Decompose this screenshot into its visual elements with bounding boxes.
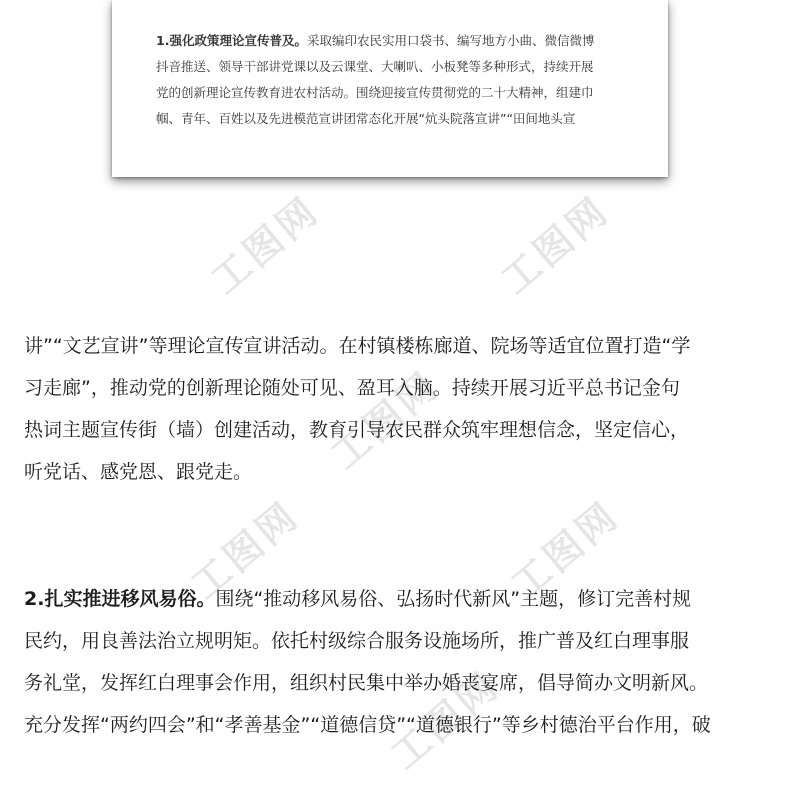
card-line-3: 党的创新理论宣传教育进农村活动。围绕迎接宣传贯彻党的二十大精神，组建巾 bbox=[156, 85, 594, 100]
paragraph-1-line: 讲”“文艺宣讲”等理论宣传宣讲活动。在村镇楼栋廊道、院场等适宜位置打造“学 bbox=[24, 335, 691, 357]
paragraph-1-line: 听党话、感党恩、跟党走。 bbox=[24, 461, 253, 483]
document-excerpt-card bbox=[112, 0, 668, 177]
paragraph-2-line: 民约，用良善法治立规明矩。依托村级综合服务设施场所，推广普及红白理事服 bbox=[24, 630, 690, 652]
card-heading: 1.强化政策理论宣传普及。 bbox=[156, 33, 307, 48]
paragraph-1 bbox=[24, 325, 776, 493]
card-line-1: 采取编印农民实用口袋书、编写地方小曲、微信微博 bbox=[306, 33, 595, 48]
paragraph-1-line: 热词主题宣传街（墙）创建活动，教育引导农民群众筑牢理想信念，坚定信心， bbox=[24, 419, 690, 441]
watermark-text: 工图网 bbox=[492, 187, 618, 303]
watermark-text: 工图网 bbox=[322, 362, 448, 478]
paragraph-1-line: 习走廊”，推动党的创新理论随处可见、盈耳入脑。持续开展习近平总书记金句 bbox=[24, 377, 680, 399]
paragraph-2-first-line bbox=[24, 578, 776, 620]
card-line-2: 抖音推送、领导干部讲党课以及云课堂、大喇叭、小板凳等多种形式，持续开展 bbox=[156, 59, 594, 74]
paragraph-2-heading: 2.扎实推进移风易俗。 bbox=[24, 588, 216, 610]
watermark-text: 工图网 bbox=[182, 492, 308, 608]
watermark-text: 工图网 bbox=[382, 662, 508, 778]
paragraph-2 bbox=[24, 578, 776, 746]
card-line-4: 帼、青年、百姓以及先进模范宣讲团常态化开展“炕头院落宣讲”“田间地头宣 bbox=[156, 111, 576, 126]
paragraph-2-line: 围绕“推动移风易俗、弘扬时代新风”主题，修订完善村规 bbox=[215, 588, 692, 610]
watermark-text: 工图网 bbox=[202, 187, 328, 303]
paragraph-2-line: 务礼堂，发挥红白理事会作用，组织村民集中举办婚丧宴席，倡导简办文明新风。 bbox=[24, 672, 709, 694]
card-paragraph bbox=[156, 28, 646, 132]
watermark-text: 工图网 bbox=[502, 492, 628, 608]
paragraph-2-line: 充分发挥“两约四会”和“孝善基金”“道德信贷”“道德银行”等乡村德治平台作用，破 bbox=[24, 714, 711, 736]
